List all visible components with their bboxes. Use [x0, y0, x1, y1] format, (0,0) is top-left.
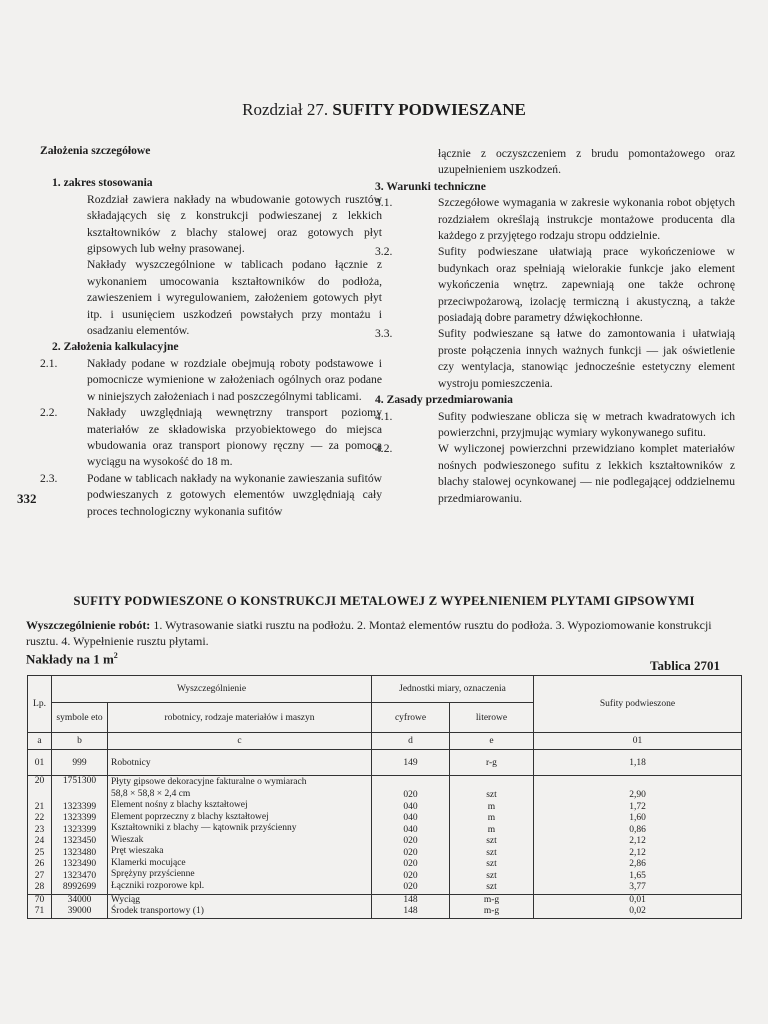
value-cell: [534, 776, 742, 895]
header-lp: Lp.: [28, 676, 52, 733]
list-item: 020: [403, 836, 418, 846]
spacer: [537, 776, 738, 790]
item-text: Sufity podwieszane są łatwe do zamontowania i ułatwiają proste połączenia innych ważnych funkcji — jak oświetlenie czy wentylacja, stanowiąc jednocześnie estetyczny element wystroju pomieszczenia.: [438, 327, 735, 390]
list-item: szt: [486, 870, 497, 881]
item-2-3: [40, 471, 382, 520]
header-symbole: symbole eto: [52, 703, 108, 733]
list-item: szt: [486, 859, 497, 869]
list-item: Wyciąg: [111, 894, 140, 905]
item-3-1: [375, 195, 735, 244]
list-item: 1751300: [62, 776, 97, 786]
header-cyfrowe: cyfrowe: [372, 703, 450, 733]
table-number: Tablica 2701: [650, 658, 720, 673]
symbol-cell: 999: [52, 750, 108, 776]
list-item: m-g: [483, 906, 500, 916]
list-item: Wieszak: [111, 834, 144, 845]
list-item: m: [487, 824, 496, 835]
list-item: 71: [34, 906, 45, 916]
list-item: Płyty gipsowe dekoracyjne fakturalne o wymiarach: [111, 777, 307, 788]
unit-code-cell: [372, 776, 450, 895]
spacer: [453, 776, 530, 790]
item-number: 3.1.: [375, 196, 393, 210]
list-item: 22: [34, 813, 45, 823]
list-item: 24: [34, 836, 45, 846]
list-item: 1323480: [62, 847, 97, 858]
list-item: 20: [34, 776, 45, 786]
table-row-labour: [28, 750, 742, 776]
item-number: 4.2.: [375, 442, 393, 456]
item-text: Podane w tablicach nakłady na wykonanie zawieszania sufitów podwieszanych z gotowych elementów uwzględniają cały proces technologiczny wykonania sufitów: [87, 471, 382, 518]
list-item: 040: [403, 824, 418, 835]
chapter-title: [0, 100, 768, 120]
list-item: 020: [403, 870, 418, 881]
section-2-title: 2. Założenia kalkulacyjne: [52, 340, 179, 354]
spec-label: Wyszczególnienie robót:: [26, 618, 151, 632]
symbol-cell: [52, 894, 108, 918]
list-item: 2,12: [629, 836, 646, 846]
item-number: 2.2.: [40, 406, 58, 420]
list-item: 70: [34, 894, 45, 905]
unit-code-cell: [372, 894, 450, 918]
list-item: 27: [34, 870, 45, 881]
list-item: 020: [403, 847, 418, 858]
lp-cell: 01: [28, 750, 52, 776]
letter-e: e: [450, 733, 534, 750]
list-item: m-g: [483, 894, 500, 905]
item-number: 2.1.: [40, 356, 58, 370]
list-item: 21: [34, 801, 45, 812]
item-2-1: [40, 356, 382, 405]
left-column: [40, 143, 382, 520]
list-item: m: [487, 801, 496, 812]
item-4-1: [375, 409, 735, 442]
item-text: W wyliczonej powierzchni przewidziano komplet materiałów nośnych podwieszonego sufitu z lekkich kształtowników z blachy stalowej ocynkowanej — nie podlegającej oddzielnemu przedmiarowaniu.: [438, 442, 735, 505]
assumptions-heading: Założenia szczegółowe: [40, 144, 151, 157]
name-cell: [108, 776, 372, 895]
spacer: [375, 776, 446, 790]
table-row-machines: [28, 894, 742, 918]
name-cell: [108, 894, 372, 918]
list-item: Sprężyny przyścienne: [111, 869, 195, 880]
item-3-3: [375, 326, 735, 392]
list-item: 020: [403, 882, 418, 892]
table-row-materials: [28, 776, 742, 895]
list-item: 3,77: [629, 882, 646, 892]
value-cell: 1,18: [534, 750, 742, 776]
header-robotnicy: robotnicy, rodzaje materiałów i maszyn: [108, 703, 372, 733]
right-column: [375, 146, 735, 507]
table-title: SUFITY PODWIESZONE O KONSTRUKCJI METALOWEJ Z WYPEŁNIENIEM PLYTAMI GIPSOWYMI: [73, 594, 695, 608]
list-item: 1,72: [629, 801, 646, 812]
list-item: Element poprzeczny z blachy kształtowej: [111, 811, 269, 822]
work-specification: [26, 617, 740, 649]
list-item: Łączniki rozporowe kpl.: [111, 880, 205, 891]
list-item: 26: [34, 859, 45, 869]
list-item: 1323490: [62, 859, 97, 869]
item-number: 3.3.: [375, 327, 393, 341]
header-jednostki: Jednostki miary, oznaczenia: [372, 676, 534, 703]
list-item: 040: [403, 801, 418, 812]
list-item: 2,86: [629, 859, 646, 869]
item-2-2: [40, 405, 382, 471]
section-3-title: 3. Warunki techniczne: [375, 179, 486, 193]
item-text: Szczegółowe wymagania w zakresie wykonania robot objętych rozdziałem określają instrukcje montażowe producenta dla każdego z przyjętego rodzaju stropu oddzielnie.: [438, 196, 735, 243]
header-wyszczegolnienie: Wyszczególnienie: [52, 676, 372, 703]
list-item: 2,90: [629, 790, 646, 800]
list-item: 1323399: [62, 813, 97, 823]
header-literowe: literowe: [450, 703, 534, 733]
item-number: 4.1.: [375, 409, 393, 423]
list-item: 8992699: [62, 882, 97, 892]
list-item: Element nośny z blachy kształtowej: [111, 800, 248, 811]
list-item: 39000: [67, 906, 92, 916]
section-4-title: 4. Zasady przedmiarowania: [375, 393, 513, 407]
section-1-paragraph-1: Rozdział zawiera nakłady na wbudowanie gotowych rusztów składających się z konstrukcji podwieszanej z lekkich kształtowników z blachy stalowej oraz gotowych płyt gipsowych lub wełny prasowanej.: [87, 192, 382, 256]
list-item: 040: [403, 813, 418, 823]
list-item: 25: [34, 847, 45, 858]
inputs-unit-label: [26, 651, 118, 667]
header-sufity: Sufity podwieszone: [534, 676, 742, 733]
name-cell: Robotnicy: [108, 750, 372, 776]
list-item: 1323470: [62, 870, 97, 881]
item-number: 2.3.: [40, 471, 58, 485]
list-item: 23: [34, 824, 45, 835]
list-item: 34000: [67, 894, 92, 905]
item-text: Sufity podwieszane ułatwiają prace wykończeniowe w budynkach oraz spełniają wielorakie funkcje jako element wykończenia wnętrz. zapewniają one także ochronę przeciwpożarową, izolację termiczną i akustyczną, a także posiadają dobre parametry dźwiękochłonne.: [438, 245, 735, 325]
list-item: 0,02: [629, 906, 646, 916]
item-text: Sufity podwieszane oblicza się w metrach kwadratowych ich powierzchni, przyjmując wymiary wykonywanego sufitu.: [438, 409, 735, 439]
list-item: Pręt wieszaka: [111, 846, 164, 857]
letter-a: a: [28, 733, 52, 750]
list-item: m: [487, 813, 496, 823]
list-item: 58,8 × 58,8 × 2,4 cm: [111, 788, 191, 799]
unit-exponent: 2: [113, 651, 118, 660]
list-item: szt: [486, 847, 497, 858]
page-number: 332: [17, 491, 37, 506]
chapter-name: SUFITY PODWIESZANE: [332, 100, 526, 119]
list-item: 1323399: [62, 801, 97, 812]
list-item: szt: [486, 882, 497, 892]
unit-symbol-cell: [450, 776, 534, 895]
unit-code-cell: 149: [372, 750, 450, 776]
inputs-label: Nakłady na 1 m: [26, 651, 114, 667]
list-item: 1,60: [629, 813, 646, 823]
section-1-title: 1. zakres stosowania: [52, 176, 153, 190]
letter-c: c: [108, 733, 372, 750]
list-item: 28: [34, 882, 45, 892]
list-item: Środek transportowy (1): [111, 906, 204, 916]
item-4-2: [375, 441, 735, 507]
list-item: Kształtowniki z blachy — kątownik przyścienny: [111, 823, 297, 834]
value-cell: [534, 894, 742, 918]
list-item: 148: [403, 906, 418, 916]
lp-cell: [28, 894, 52, 918]
list-item: 148: [403, 894, 418, 905]
item-number: 3.2.: [375, 245, 393, 259]
letter-b: b: [52, 733, 108, 750]
list-item: 0,86: [629, 824, 646, 835]
continuation-paragraph: łącznie z oczyszczeniem z brudu pomontażowego oraz uzupełnieniem uszkodzeń.: [438, 147, 735, 177]
symbol-cell: [52, 776, 108, 895]
spec-text: 1. Wytrasowanie siatki rusztu na podłożu. 2. Montaż elementów rusztu do podłoża. 3. Wypoziomowanie konstrukcji rusztu. 4. Wypełnienie rusztu płytami.: [26, 618, 712, 648]
list-item: 1323399: [62, 824, 97, 835]
letter-d: d: [372, 733, 450, 750]
section-1-paragraph-2: Nakłady wyszczególnione w tablicach podano łącznie z wykonaniem umocowania kształtowników do podłoża, zawieszeniem i wyregulowaniem, założeniem gotowych płyt itp. i usunięciem uszkodzeń powstałych przy montażu i osadzaniu elementów.: [87, 258, 382, 338]
item-text: Nakłady uwzględniają wewnętrzny transport poziomy materiałów ze składowiska przyobiektowego do miejsca wbudowania oraz transport pionowy ręczny — za pomocą wyciągu na wysokość do 18 m.: [87, 406, 382, 469]
list-item: szt: [486, 836, 497, 846]
list-item: 1323450: [62, 836, 97, 846]
list-item: 0,01: [629, 894, 646, 905]
spacer: [55, 788, 104, 802]
cost-table: [27, 675, 742, 919]
lp-cell: [28, 776, 52, 895]
unit-symbol-cell: [450, 894, 534, 918]
letter-f: 01: [534, 733, 742, 750]
list-item: 020: [403, 790, 418, 800]
list-item: 1,65: [629, 870, 646, 881]
list-item: 2,12: [629, 847, 646, 858]
item-text: Nakłady podane w rozdziale obejmują roboty podstawowe i pomocnicze wymienione w założeniach ogólnych oraz podane w niniejszych założeniach i nad poszczególnymi tablicami.: [87, 356, 382, 403]
list-item: szt: [486, 790, 497, 800]
list-item: 020: [403, 859, 418, 869]
spacer: [31, 788, 48, 802]
chapter-prefix: Rozdział 27.: [242, 100, 329, 119]
unit-symbol-cell: r-g: [450, 750, 534, 776]
list-item: Klamerki mocujące: [111, 857, 186, 868]
item-3-2: [375, 244, 735, 326]
